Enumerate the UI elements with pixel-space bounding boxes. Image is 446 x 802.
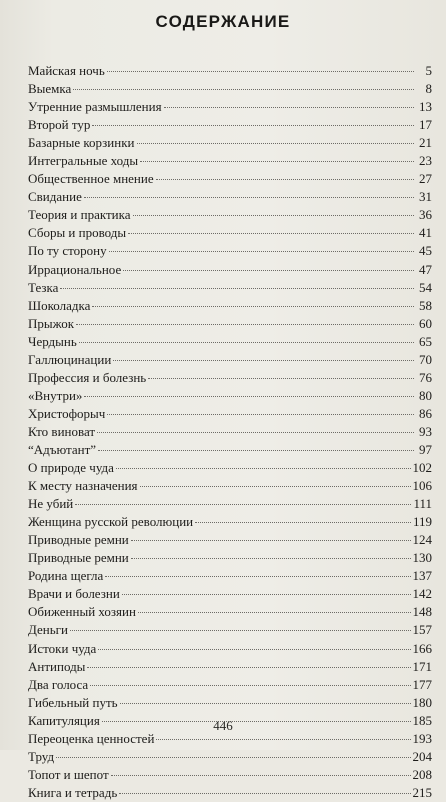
toc-entry-title: Иррациональное	[28, 261, 122, 277]
dot-leader	[138, 611, 411, 613]
toc-entry-page: 102	[412, 460, 432, 476]
toc-entry-page: 36	[419, 207, 432, 223]
toc-entry	[28, 405, 432, 423]
toc-entry-title: Родина щегла	[28, 568, 104, 584]
toc-entry	[28, 477, 432, 495]
dot-leader	[98, 648, 410, 650]
toc-entry	[28, 640, 432, 658]
toc-entry-title: Переоценка ценностей	[28, 730, 155, 746]
toc-entry-page: 106	[412, 478, 432, 494]
toc-entry-title: Приводные ремни	[28, 532, 129, 548]
toc-entry-title: Тезка	[28, 279, 59, 295]
toc-entry-page: 54	[419, 279, 432, 295]
toc-entry	[28, 513, 432, 531]
toc-entry-page: 137	[412, 568, 432, 584]
toc-entry-title: О природе чуда	[28, 460, 114, 476]
toc-entry-title: Майская ночь	[28, 63, 105, 78]
toc-entry-title: Галлюцинации	[28, 351, 112, 367]
dot-leader	[60, 287, 414, 289]
dot-leader	[87, 666, 410, 668]
dot-leader	[90, 684, 410, 686]
dot-leader	[98, 449, 414, 451]
page-number: 446	[213, 718, 233, 733]
toc-entry-page: 124	[412, 532, 432, 548]
toc-entry-page: 45	[419, 243, 432, 259]
dot-leader	[79, 341, 414, 343]
toc-entry	[28, 423, 432, 441]
dot-leader	[107, 70, 414, 72]
dot-leader	[131, 539, 411, 541]
toc-entry	[28, 351, 432, 369]
toc-entry-title: Чердынь	[28, 333, 77, 349]
toc-entry-page: 166	[412, 640, 432, 656]
toc-entry	[28, 333, 432, 351]
table-of-contents	[28, 62, 432, 802]
toc-entry	[28, 261, 432, 279]
toc-entry	[28, 531, 432, 549]
toc-entry	[28, 62, 432, 80]
toc-entry-title: Профессия и болезнь	[28, 369, 147, 385]
toc-entry-title: Антиподы	[28, 658, 86, 674]
toc-entry-title: «Внутри»	[28, 387, 83, 403]
toc-entry-title: “Адъютант”	[28, 441, 97, 457]
toc-entry-page: 142	[412, 586, 432, 602]
toc-entry-title: Топот и шепот	[28, 766, 109, 782]
dot-leader	[111, 774, 411, 776]
dot-leader	[133, 214, 414, 216]
dot-leader	[195, 521, 411, 523]
toc-entry-title: Шоколадка	[28, 297, 91, 313]
toc-entry-title: Не убий	[28, 496, 74, 512]
toc-entry-title: Сборы и проводы	[28, 225, 127, 241]
dot-leader	[113, 359, 414, 361]
dot-leader	[123, 269, 414, 271]
toc-entry	[28, 387, 432, 405]
toc-entry	[28, 784, 432, 802]
dot-leader	[75, 503, 411, 505]
toc-entry-page: 86	[419, 405, 432, 421]
toc-entry-title: Два голоса	[28, 676, 89, 692]
toc-entry-page: 180	[412, 694, 432, 710]
toc-entry-page: 157	[412, 622, 432, 638]
toc-entry-page: 76	[419, 369, 432, 385]
toc-entry-page: 47	[419, 261, 432, 277]
dot-leader	[84, 196, 414, 198]
dot-leader	[140, 160, 414, 162]
dot-leader	[84, 395, 414, 397]
dot-leader	[73, 88, 414, 90]
toc-entry-title: Утренние размышления	[28, 99, 162, 115]
dot-leader	[122, 593, 411, 595]
toc-entry-page: 204	[412, 748, 432, 764]
toc-entry-title: Книга и тетрадь	[28, 784, 118, 800]
toc-entry-page: 60	[419, 315, 432, 331]
toc-entry-title: Врачи и болезни	[28, 586, 120, 602]
toc-entry-page: 17	[419, 117, 432, 133]
dot-leader	[105, 575, 410, 577]
toc-entry-title: Христофорыч	[28, 405, 106, 421]
toc-entry	[28, 206, 432, 224]
toc-entry	[28, 459, 432, 477]
toc-entry-title: Истоки чуда	[28, 640, 97, 656]
toc-entry-page: 171	[412, 658, 432, 674]
toc-entry-title: Труд	[28, 748, 55, 764]
toc-entry-page: 185	[412, 712, 432, 728]
dot-leader	[56, 756, 410, 758]
dot-leader	[76, 323, 414, 325]
dot-leader	[156, 178, 414, 180]
toc-entry-title: Выемка	[28, 81, 72, 97]
toc-entry	[28, 170, 432, 188]
toc-entry	[28, 134, 432, 152]
toc-entry-page: 208	[412, 766, 432, 782]
toc-entry-title: Свидание	[28, 189, 82, 205]
toc-entry	[28, 116, 432, 134]
dot-leader	[164, 106, 414, 108]
toc-entry-title: Теория и практика	[28, 207, 131, 223]
toc-entry	[28, 80, 432, 98]
toc-entry-page: 215	[412, 784, 432, 800]
toc-entry-page: 27	[419, 171, 432, 187]
toc-entry-title: Деньги	[28, 622, 68, 638]
dot-leader	[148, 377, 414, 379]
dot-leader	[156, 738, 410, 740]
toc-entry-page: 93	[419, 423, 432, 439]
toc-entry-page: 65	[419, 333, 432, 349]
toc-entry-page: 31	[419, 189, 432, 205]
contents-heading: СОДЕРЖАНИЕ	[155, 12, 291, 31]
toc-entry	[28, 315, 432, 333]
toc-entry-page: 58	[419, 297, 432, 313]
toc-entry-page: 70	[419, 351, 432, 367]
toc-entry-title: Прыжок	[28, 315, 75, 331]
toc-entry-page: 193	[412, 730, 432, 746]
dot-leader	[97, 431, 414, 433]
toc-entry	[28, 748, 432, 766]
dot-leader	[120, 702, 411, 704]
dot-leader	[119, 792, 410, 794]
toc-entry	[28, 369, 432, 387]
toc-entry-page: 97	[419, 441, 432, 457]
toc-entry-title: Интегральные ходы	[28, 153, 139, 169]
dot-leader	[109, 250, 414, 252]
toc-entry-title: Общественное мнение	[28, 171, 154, 187]
toc-entry	[28, 694, 432, 712]
dot-leader	[140, 485, 411, 487]
toc-entry-page: 5	[425, 63, 432, 78]
dot-leader	[131, 557, 411, 559]
toc-entry	[28, 603, 432, 621]
dot-leader	[137, 142, 415, 144]
toc-entry	[28, 495, 432, 513]
toc-entry-page: 119	[412, 514, 432, 530]
toc-entry-page: 8	[425, 81, 432, 97]
toc-entry-page: 177	[412, 676, 432, 692]
dot-leader	[92, 124, 414, 126]
toc-entry-page: 111	[413, 496, 432, 512]
dot-leader	[70, 629, 411, 631]
toc-entry-title: Женщина русской революции	[28, 514, 194, 530]
toc-entry	[28, 585, 432, 603]
toc-entry	[28, 766, 432, 784]
toc-entry	[28, 658, 432, 676]
toc-entry	[28, 224, 432, 242]
toc-entry-page: 21	[419, 135, 432, 151]
toc-entry	[28, 242, 432, 260]
toc-entry	[28, 297, 432, 315]
dot-leader	[128, 232, 414, 234]
toc-entry	[28, 621, 432, 639]
toc-entry-title: Капитуляция	[28, 712, 100, 728]
toc-entry	[28, 98, 432, 116]
toc-entry	[28, 549, 432, 567]
toc-entry	[28, 188, 432, 206]
toc-entry-title: Базарные корзинки	[28, 135, 135, 151]
toc-entry-title: К месту назначения	[28, 478, 138, 494]
dot-leader	[107, 413, 414, 415]
toc-entry-title: Приводные ремни	[28, 550, 129, 566]
dot-leader	[92, 305, 414, 307]
dot-leader	[116, 467, 411, 469]
toc-entry	[28, 441, 432, 459]
toc-entry	[28, 279, 432, 297]
toc-entry-title: Гибельный путь	[28, 694, 118, 710]
toc-entry	[28, 676, 432, 694]
toc-entry-page: 41	[419, 225, 432, 241]
toc-entry	[28, 152, 432, 170]
toc-entry-title: Обиженный хозяин	[28, 604, 136, 620]
toc-entry-page: 13	[419, 99, 432, 115]
toc-entry-title: Кто виноват	[28, 423, 96, 439]
toc-entry	[28, 567, 432, 585]
toc-entry-page: 80	[419, 387, 432, 403]
toc-entry-page: 23	[419, 153, 432, 169]
toc-entry-page: 148	[412, 604, 432, 620]
toc-entry-title: По ту сторону	[28, 243, 107, 259]
toc-entry-page: 130	[412, 550, 432, 566]
toc-entry-title: Второй тур	[28, 117, 91, 133]
